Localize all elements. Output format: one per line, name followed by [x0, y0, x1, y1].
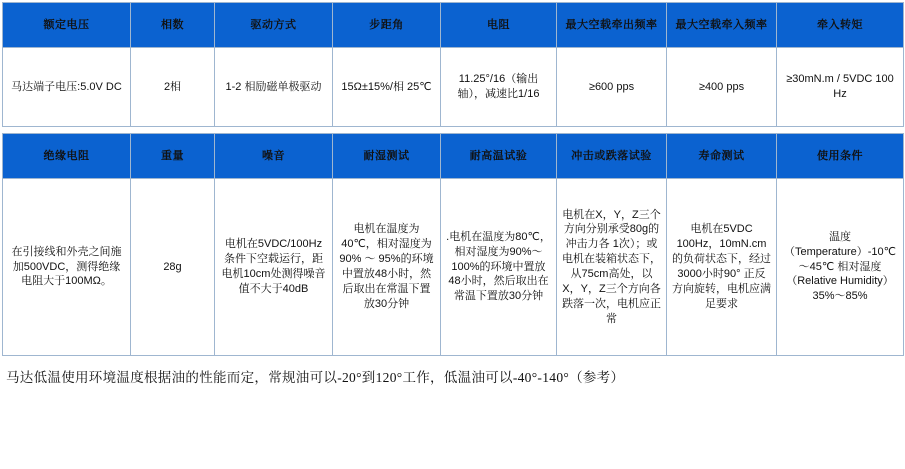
cell-max-pull-out-frequency: ≥600 pps [557, 48, 667, 127]
cell-high-temperature-test: .电机在温度为80℃，相对湿度为90%～100%的环境中置放48小时，然后取出在常温下置放30分钟 [441, 179, 557, 356]
column-header-step-angle: 步距角 [333, 3, 441, 48]
specs-table-block-1 [2, 2, 904, 127]
table-row [3, 179, 904, 356]
spec-sheet [0, 2, 905, 469]
cell-max-pull-in-frequency: ≥400 pps [667, 48, 777, 127]
table-row [3, 48, 904, 127]
column-header-insulation-resistance: 绝缘电阻 [3, 134, 131, 179]
cell-phase-count: 2相 [131, 48, 215, 127]
column-header-shock-drop-test: 冲击或跌落试验 [557, 134, 667, 179]
column-header-humidity-test: 耐湿测试 [333, 134, 441, 179]
cell-rated-voltage: 马达端子电压:5.0V DC [3, 48, 131, 127]
table-header-row [3, 134, 904, 179]
cell-pull-in-torque: ≥30mN.m / 5VDC 100 Hz [777, 48, 904, 127]
specs-table-block-2 [2, 133, 904, 356]
column-header-high-temperature-test: 耐高温试验 [441, 134, 557, 179]
cell-resistance: 11.25°/16（输出轴），减速比1/16 [441, 48, 557, 127]
footer-note: 马达低温使用环境温度根据油的性能而定，常规油可以-20°到120°工作，低温油可以-40°-140°（参考） [6, 370, 625, 385]
column-header-phase-count: 相数 [131, 3, 215, 48]
column-header-drive-mode: 驱动方式 [215, 3, 333, 48]
cell-operating-conditions: 温度（Temperature）-10℃～45℃ 相对湿度（Relative Humidity） 35%～85% [777, 179, 904, 356]
column-header-noise: 噪音 [215, 134, 333, 179]
cell-step-angle: 15Ω±15%/相 25℃ [333, 48, 441, 127]
cell-insulation-resistance: 在引接线和外壳之间施加500VDC，测得绝缘电阻大于100MΩ。 [3, 179, 131, 356]
column-header-max-pull-out-frequency: 最大空载牵出频率 [557, 3, 667, 48]
column-header-max-pull-in-frequency: 最大空载牵入频率 [667, 3, 777, 48]
cell-life-test: 电机在5VDC 100Hz，10mN.cm 的负荷状态下，经过3000小时90° 正反方向旋转，电机应满足要求 [667, 179, 777, 356]
cell-weight: 28g [131, 179, 215, 356]
cell-humidity-test: 电机在温度为40℃，相对湿度为90% ～ 95%的环境中置放48小时，然后取出在常温下置放30分钟 [333, 179, 441, 356]
column-header-weight: 重量 [131, 134, 215, 179]
column-header-operating-conditions: 使用条件 [777, 134, 904, 179]
table-header-row [3, 3, 904, 48]
column-header-rated-voltage: 额定电压 [3, 3, 131, 48]
cell-noise: 电机在5VDC/100Hz条件下空载运行，距电机10cm处测得噪音值不大于40dB [215, 179, 333, 356]
cell-drive-mode: 1-2 相励磁单极驱动 [215, 48, 333, 127]
column-header-resistance: 电阻 [441, 3, 557, 48]
column-header-pull-in-torque: 牵入转矩 [777, 3, 904, 48]
cell-shock-drop-test: 电机在X，Y，Z三个方向分别承受80g的冲击力各 1次）；或电机在装箱状态下，从75cm高处，以X，Y，Z三个方向各跌落一次，电机应正常 [557, 179, 667, 356]
table-block-divider [0, 127, 905, 131]
column-header-life-test: 寿命测试 [667, 134, 777, 179]
